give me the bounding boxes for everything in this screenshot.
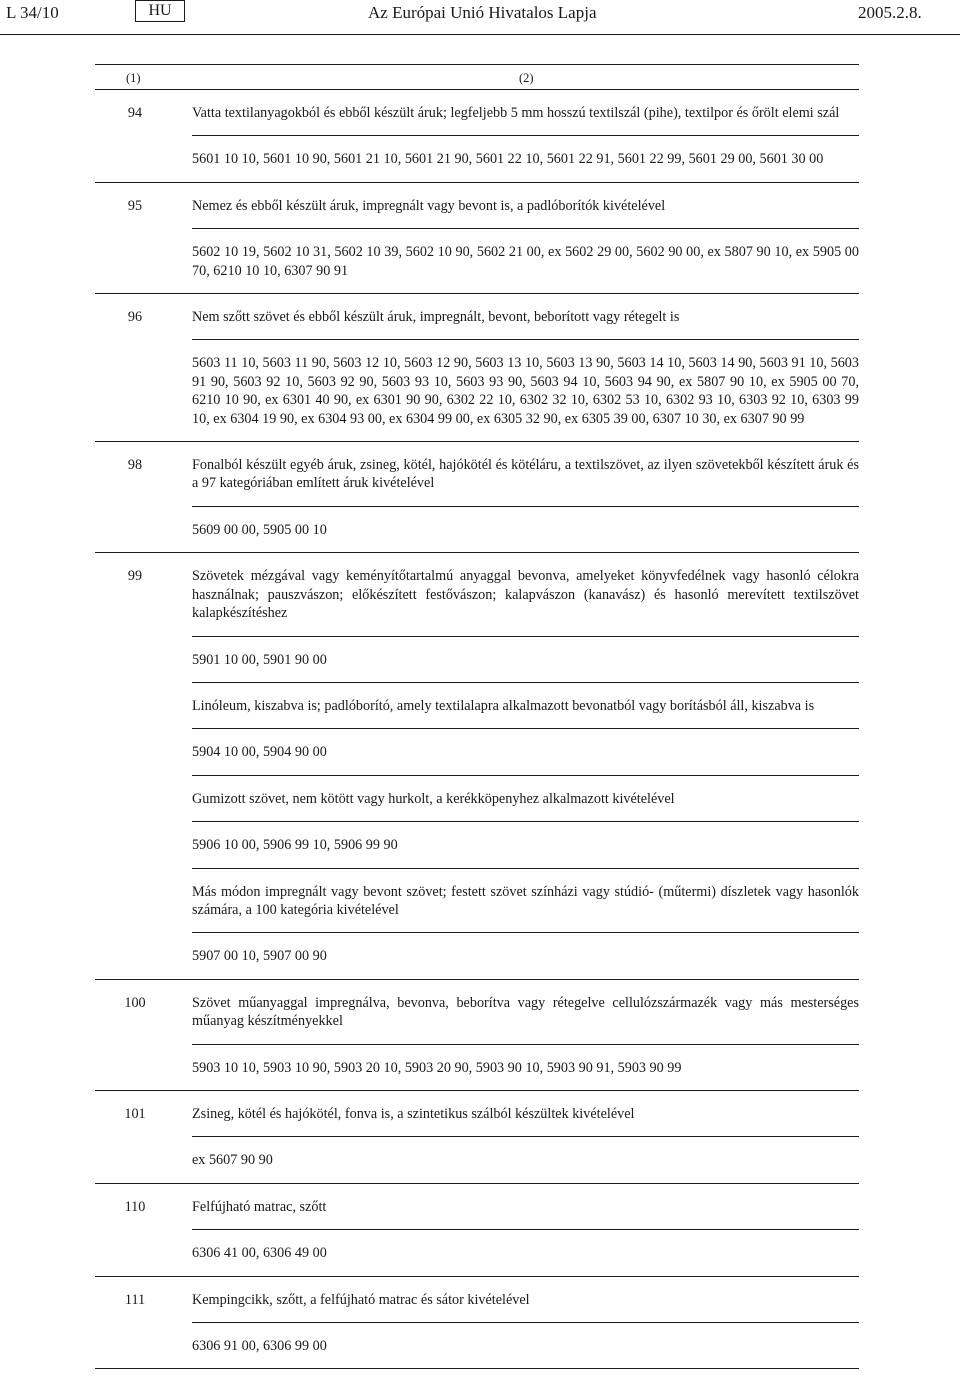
product-description: Zsineg, kötél és hajókötél, fonva is, a szintetikus szálból készültek kivételével	[192, 1105, 635, 1122]
table-column-header	[95, 64, 859, 90]
table-row	[95, 442, 859, 553]
cn-codes: 5602 10 19, 5602 10 31, 5602 10 39, 5602 10 90, 5602 21 00, ex 5602 29 00, 5602 90 00, ex 5807 90 10, ex 5905 00 70, 6210 10 10, 6307 90 91	[192, 228, 859, 293]
publication-date: 2005.2.8.	[858, 3, 922, 22]
product-description: Linóleum, kiszabva is; padlóborító, amely textilalapra alkalmazott bevonatból vagy borításból áll, kiszabva is	[192, 682, 859, 728]
category-number: 111	[124, 1291, 146, 1308]
category-description-cell	[192, 1277, 859, 1369]
product-description: Fonalból készült egyéb áruk, zsineg, kötél, hajókötél és kötéláru, a textilszövet, az ilyen szövetekből készített áruk és a 97 kategóriában említett áruk kivételével	[192, 457, 859, 492]
category-number: 96	[127, 309, 143, 326]
category-number: 100	[124, 994, 146, 1011]
product-description: Nemez és ebből készült áruk, impregnált vagy bevont is, a padlóborítók kivételével	[192, 197, 666, 214]
category-number: 94	[127, 105, 143, 121]
category-number: 101	[124, 1105, 146, 1122]
product-description: Felfújható matrac, szőtt	[192, 1198, 327, 1215]
category-table	[95, 64, 859, 1369]
category-description-cell	[192, 294, 859, 441]
cn-codes: 5903 10 10, 5903 10 90, 5903 20 10, 5903 20 90, 5903 90 10, 5903 90 91, 5903 90 99	[192, 1044, 859, 1090]
category-number: 95	[127, 197, 143, 214]
cn-codes: 5907 00 10, 5907 00 90	[192, 932, 859, 978]
column-1-label: (1)	[126, 71, 141, 85]
category-description-cell	[192, 1184, 859, 1276]
category-description-cell	[192, 553, 859, 978]
product-description: Gumizott szövet, nem kötött vagy hurkolt, a kerékköpenyhez alkalmazott kivételével	[192, 775, 859, 821]
page-reference: L 34/10	[6, 3, 59, 22]
table-row	[95, 980, 859, 1091]
cn-codes: 6306 91 00, 6306 99 00	[192, 1322, 859, 1368]
cn-codes: 5906 10 00, 5906 99 10, 5906 99 90	[192, 821, 859, 867]
table-row	[95, 183, 859, 294]
category-description-cell	[192, 183, 859, 293]
column-2-label: (2)	[519, 71, 534, 85]
table-row	[95, 1091, 859, 1184]
category-number: 99	[127, 568, 143, 585]
category-number: 110	[124, 1198, 146, 1215]
cn-codes: 5603 11 10, 5603 11 90, 5603 12 10, 5603 12 90, 5603 13 10, 5603 13 90, 5603 14 10, 5603 14 90, 5603 91 10, 5603 91 90, 5603 92 10, 5603 92 90, 5603 93 10, 5603 93 90, 5603 94 10, 5603 94 90, ex 5807 90 10, ex 5905 00 70, 6210 10 90, ex 6301 40 90, ex 6301 90 90, 6302 22 10, 6302 32 10, 6302 53 10, 6302 93 10, 6303 92 10, 6303 99 10, ex 6304 19 90, ex 6304 93 00, ex 6304 99 00, ex 6305 32 90, ex 6305 39 00, 6307 10 30, ex 6307 90 99	[192, 339, 859, 441]
header-rule	[0, 34, 960, 35]
cn-codes: ex 5607 90 90	[192, 1136, 859, 1182]
table-row	[95, 1184, 859, 1277]
category-description-cell	[192, 442, 859, 552]
cn-codes: 5904 10 00, 5904 90 00	[192, 728, 859, 774]
product-description: Kempingcikk, szőtt, a felfújható matrac és sátor kivételével	[192, 1291, 530, 1308]
table-row	[95, 90, 859, 183]
language-code-box: HU	[135, 0, 185, 22]
category-description-cell	[192, 980, 859, 1090]
page-header	[0, 0, 960, 36]
table-row	[95, 553, 859, 979]
table-body	[95, 90, 859, 1369]
category-description-cell	[192, 1091, 859, 1183]
category-number: 98	[127, 457, 143, 474]
product-description: Nem szőtt szövet és ebből készült áruk, impregnált, bevont, beborított vagy rétegelt is	[192, 309, 680, 326]
table-row	[95, 1277, 859, 1370]
cn-codes: 5609 00 00, 5905 00 10	[192, 506, 859, 552]
cn-codes: 6306 41 00, 6306 49 00	[192, 1229, 859, 1275]
product-description: Más módon impregnált vagy bevont szövet; festett szövet színházi vagy stúdió- (műtermi) díszletek vagy hasonlók számára, a 100 kategória kivételével	[192, 868, 859, 933]
product-description: Szövetek mézgával vagy keményítőtartalmú anyaggal bevonva, amelyeket könyvfedélnek vagy hasonló célokra használnak; pauszvászon; előkészített festővászon; kalapvászon (kanavász) és hasonló merevített textilszövet kalapkészítéshez	[192, 568, 859, 622]
product-description: Vatta textilanyagokból és ebből készült áruk; legfeljebb 5 mm hosszú textilszál (pihe), textilpor és őrölt elemi szál	[192, 105, 840, 121]
journal-title: Az Európai Unió Hivatalos Lapja	[368, 3, 597, 22]
cn-codes: 5601 10 10, 5601 10 90, 5601 21 10, 5601 21 90, 5601 22 10, 5601 22 91, 5601 22 99, 5601 29 00, 5601 30 00	[192, 135, 859, 181]
cn-codes: 5901 10 00, 5901 90 00	[192, 636, 859, 682]
category-description-cell	[192, 90, 859, 182]
table-row	[95, 294, 859, 442]
product-description: Szövet műanyaggal impregnálva, bevonva, beborítva vagy rétegelve cellulózszármazék vagy más mesterséges műanyag készítményekkel	[192, 994, 859, 1030]
